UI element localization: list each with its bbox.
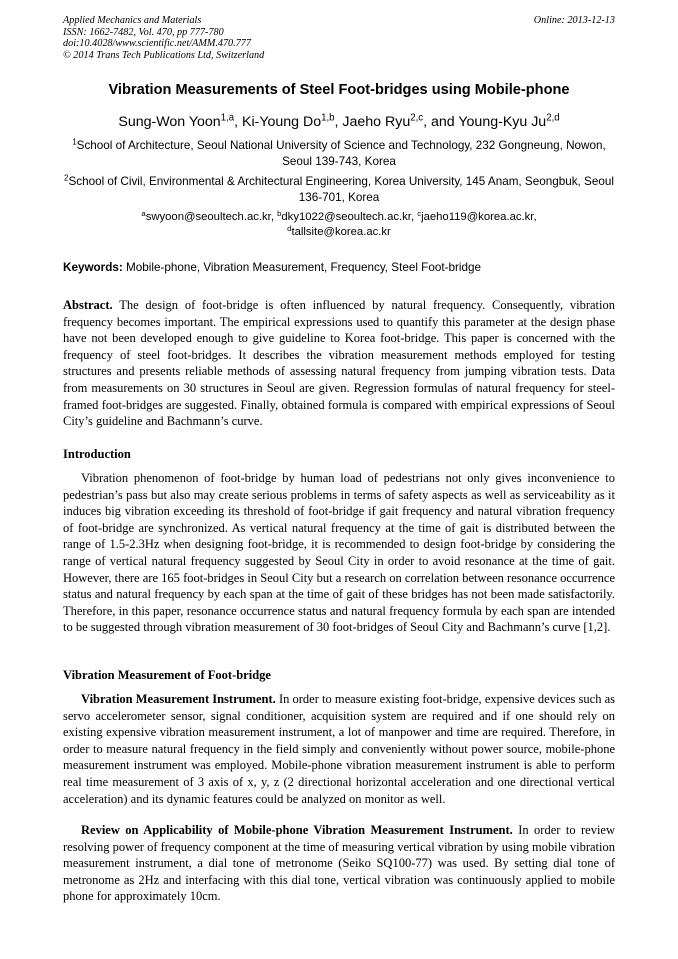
review-text: In order to review resolving power of frequency component at the time of measuring vertical vibration by using mobile vibration measurement instrument, a dial tone of metronome (Seiko SQ100-77) was used. By setting dial tone of metronome as 2Hz and interfacing with this dial tone, vertical vibration was continuously applied to mobile phone for approximately 10cm.	[63, 823, 615, 904]
email-list	[63, 210, 615, 239]
instrument-text: In order to measure existing foot-bridge, expensive devices such as servo accelerometer sensor, signal conditioner, acquisition system are required and if one should rely on existing expensive vibration measurement instrument, a lot of manpower and time are required. Therefore, in order to measure natural frequency in the field simply and conveniently without power source, mobile-phone measurement instrument was employed. Mobile-phone vibration measurement instrument is able to perform real time measurement of 3 axis of x, y, z (2 directional horizontal acceleration and one directional vertical acceleration) and its dynamic features could be analyzed on monitor as well.	[63, 692, 616, 806]
author-sup: 1,b	[321, 112, 335, 124]
introduction-text: Vibration phenomenon of foot-bridge by human load of pedestrians not only gives inconvenience to pedestrian’s pass but also may create serious problems in terms of safety aspects as well as serviceability as it induces big vibration exceeding its threshold of foot-bridge if gait frequency and natural vibration frequency of foot-bridge are synchronized. As vertical natural frequency at the time of gait is distributed between the range of 1.5-2.3Hz when designing foot-bridge, it is recommended to design foot-bridge by considering the range of vertical natural frequency suggested by Seoul City in order to avoid resonance at the time of gait. However, there are 165 foot-bridges in Seoul City but a research on correlation between resonance occurrence status and natural frequency by each span at the time of gait of these bridges has not been made satisfactorily. Therefore, in this paper, resonance occurrence status and natural frequency formula by each span are intended to be suggested through vibration measurement of 30 foot-bridges of Seoul City and Bachmann’s curve [1,2].	[63, 471, 615, 635]
review-paragraph	[63, 822, 615, 905]
email-sup: d	[287, 223, 292, 233]
abstract	[63, 297, 615, 430]
email-sep: ,	[270, 211, 278, 223]
keywords-text: Mobile-phone, Vibration Measurement, Frequency, Steel Foot-bridge	[126, 261, 481, 274]
author-name: Jaeho Ryu	[342, 114, 411, 130]
introduction-heading: Introduction	[63, 447, 131, 461]
author-sup: 1,a	[220, 112, 235, 124]
email-link[interactable]: dky1022@seoultech.ac.kr	[281, 211, 411, 223]
online-date: Online: 2013-12-13	[533, 15, 615, 26]
affiliation-num: 1	[72, 137, 77, 147]
email-sup: c	[417, 208, 422, 218]
abstract-label: Abstract.	[63, 298, 113, 312]
section-heading: Vibration Measurement of Foot-bridge	[63, 668, 271, 682]
issn-line: ISSN: 1662-7482, Vol. 470, pp 777-780	[63, 26, 224, 38]
author-sep: , and	[423, 114, 459, 130]
abstract-text: The design of foot-bridge is often influenced by natural frequency. Consequently, vibration frequency becomes important. The empirical expressions used to quantify this parameter at the design phase have not been developed enough to give guideline to Korea foot-bridge. This paper is concerned with the frequency of steel foot-bridges. It describes the vibration measurement methods employed for testing structures and presents reliable methods of assessing natural frequency from jumping vibration tests. Data from measurements on 30 structures in Seoul are given. Regression formulas of natural frequency for steel-framed foot-bridges are suggested. Finally, obtained formula is compared with empirical expressions of Seoul City’s guideline and Bachmann’s curve.	[63, 298, 615, 429]
copyright-line: © 2014 Trans Tech Publications Ltd, Switzerland	[63, 49, 265, 61]
email-sup: a	[141, 208, 146, 218]
keywords	[63, 261, 615, 274]
affiliation-num: 2	[64, 173, 69, 183]
author-name: Ki-Young Do	[241, 114, 322, 130]
affiliation-text: School of Civil, Environmental & Architectural Engineering, Korea University, 145 Anam, Seongbuk, Seoul 136-701, Korea	[68, 175, 614, 204]
journal-header	[63, 15, 615, 61]
author-sup: 2,c	[410, 112, 424, 124]
author-name: Sung-Won Yoon	[118, 114, 221, 130]
review-runin-heading: Review on Applicability of Mobile-phone Vibration Measurement Instrument.	[81, 823, 513, 837]
journal-name: Applied Mechanics and Materials	[63, 15, 202, 26]
email-sep: ,	[533, 211, 537, 223]
author-list	[40, 114, 638, 130]
author-sup: 2,d	[546, 112, 560, 124]
affiliation-text: School of Architecture, Seoul National University of Science and Technology, 232 Gongneung, Nowon, Seoul 139-743, Korea	[76, 139, 606, 168]
email-link[interactable]: jaeho119@korea.ac.kr	[421, 211, 534, 223]
author-sep: ,	[334, 114, 343, 130]
email-sep: ,	[410, 211, 418, 223]
instrument-runin-heading: Vibration Measurement Instrument.	[81, 692, 276, 706]
author-sep: ,	[234, 114, 242, 130]
affiliation-1	[63, 138, 615, 170]
email-sup: b	[277, 208, 282, 218]
affiliation-2	[63, 174, 615, 206]
instrument-paragraph	[63, 691, 615, 807]
paper-title: Vibration Measurements of Steel Foot-bridges using Mobile-phone	[108, 82, 570, 98]
email-link[interactable]: tallsite@korea.ac.kr	[291, 225, 391, 238]
keywords-label: Keywords:	[63, 261, 123, 274]
email-link[interactable]: swyoon@seoultech.ac.kr	[145, 211, 271, 223]
author-name: Young-Kyu Ju	[458, 114, 547, 130]
doi-line: doi:10.4028/www.scientific.net/AMM.470.777	[63, 38, 251, 50]
